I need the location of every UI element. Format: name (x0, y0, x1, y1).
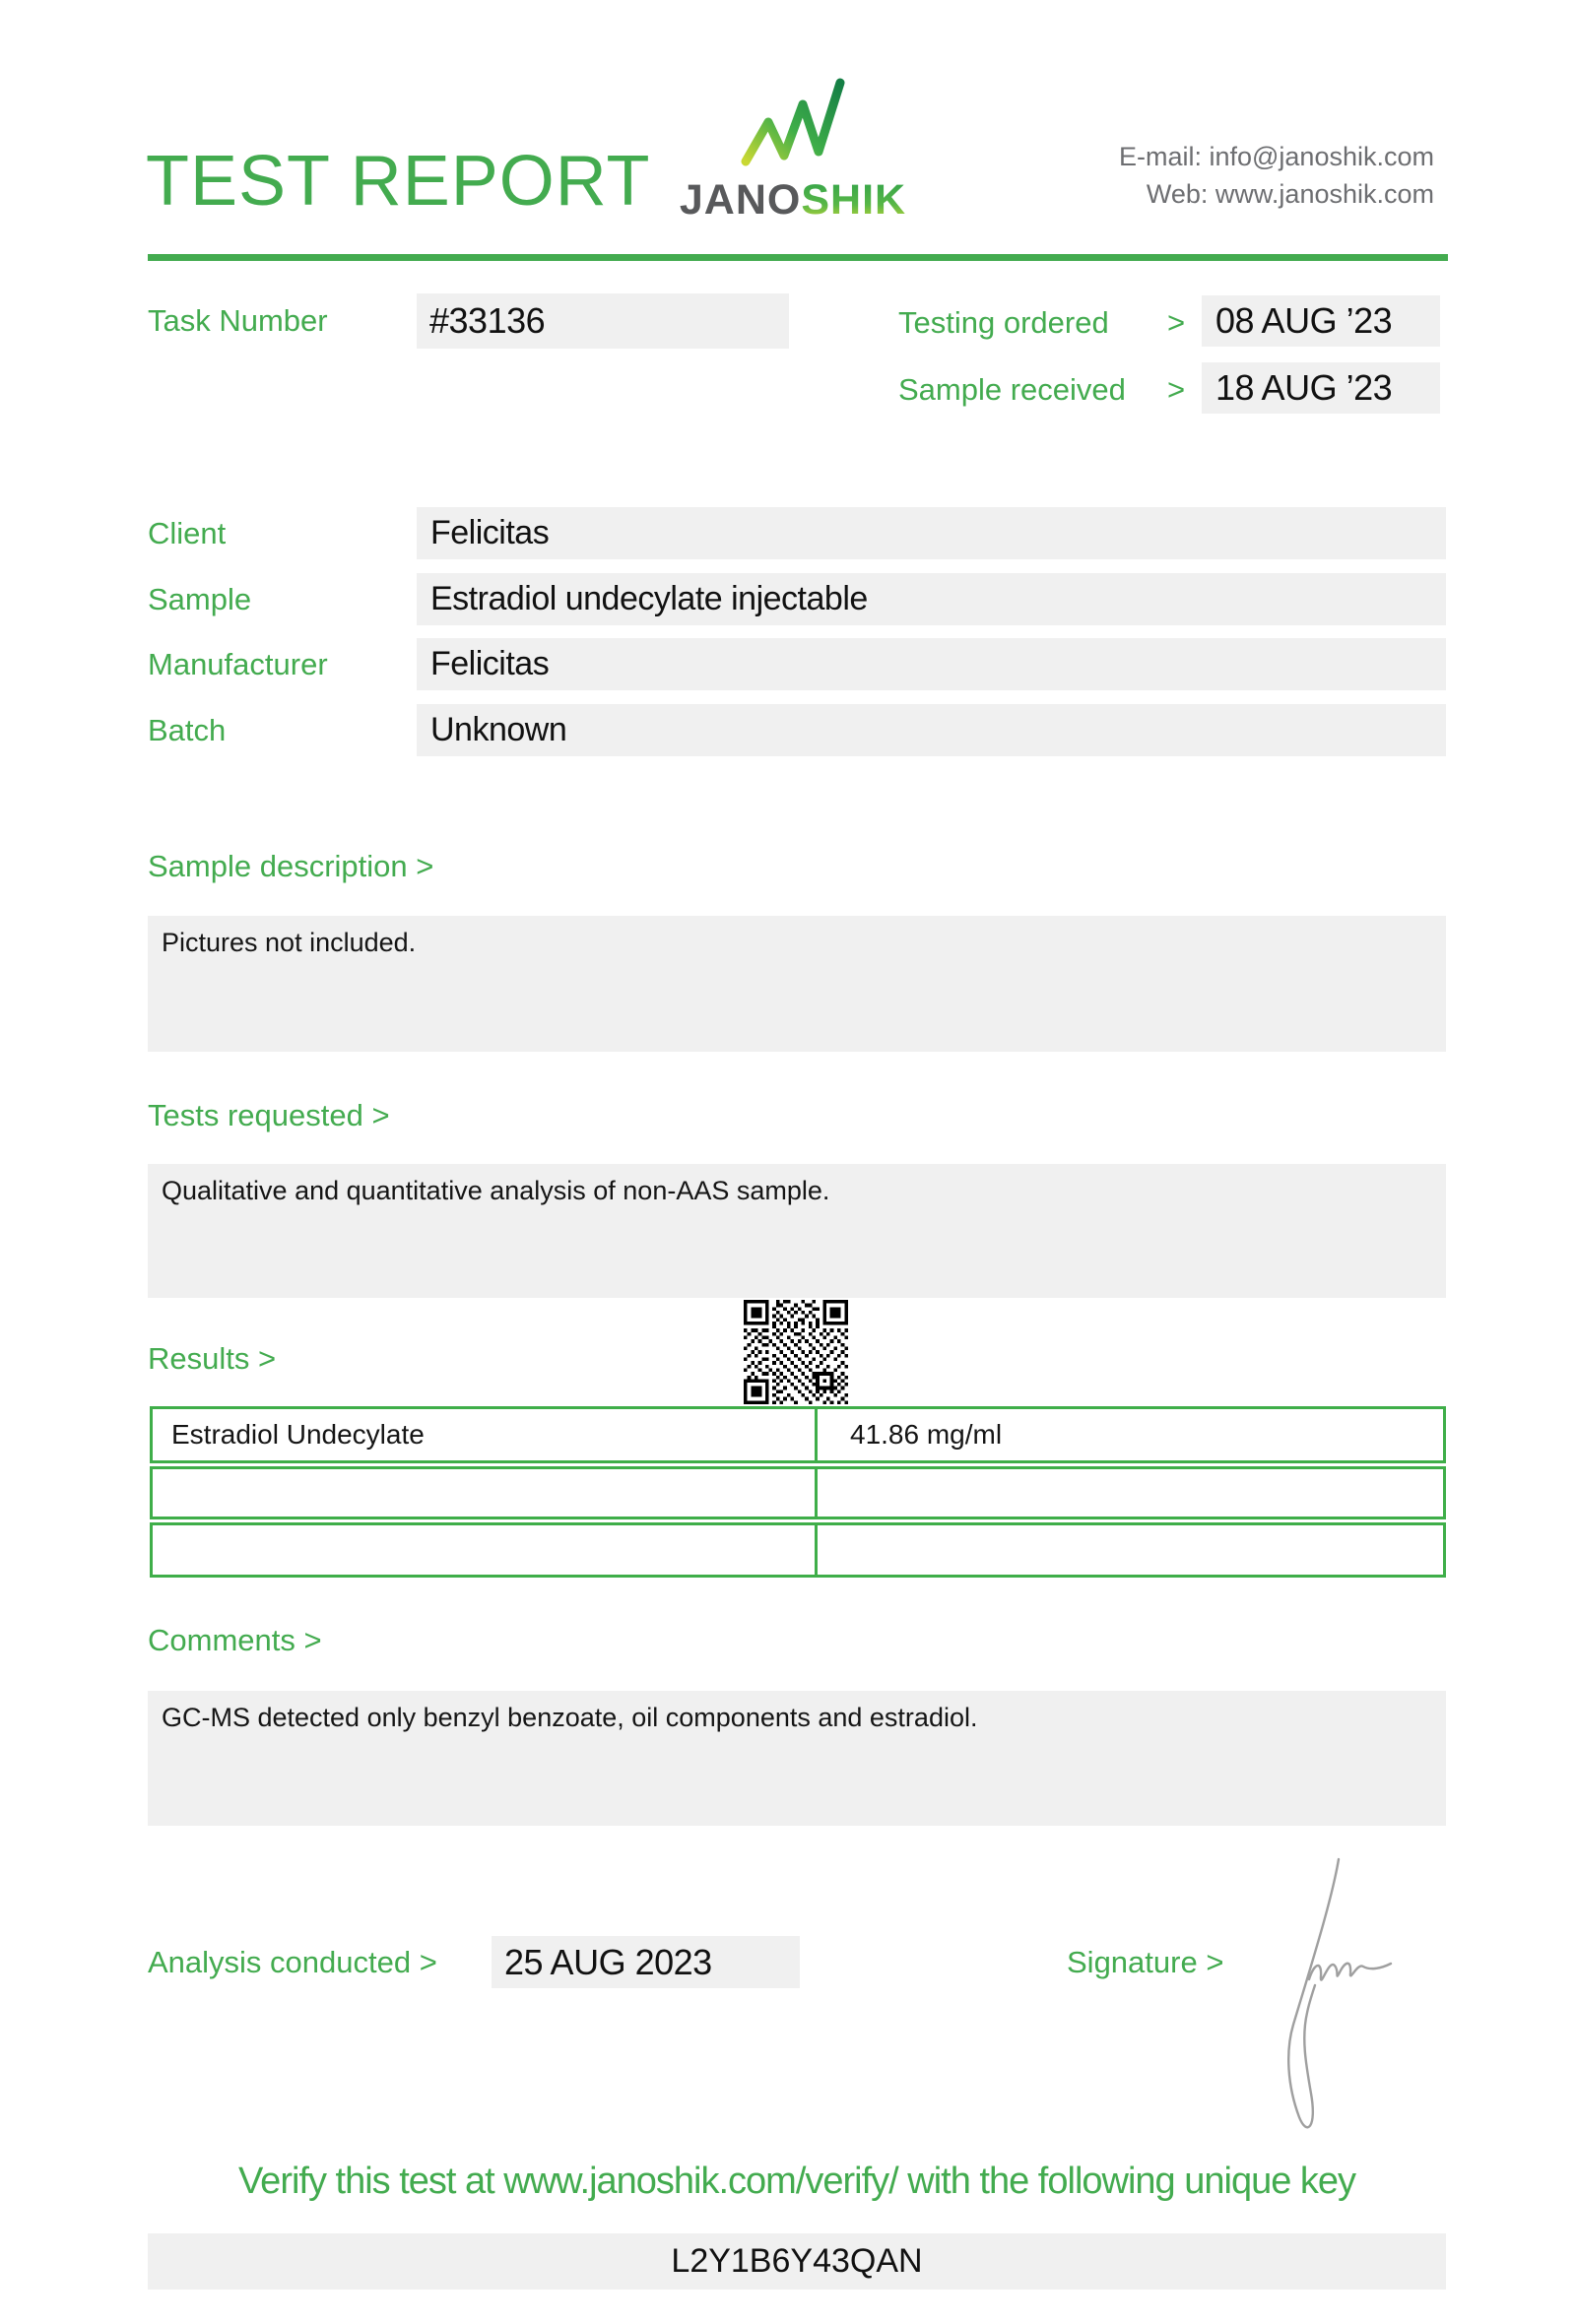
results-title: Results > (148, 1341, 277, 1376)
comments-box (148, 1691, 1446, 1826)
analysis-date: 25 AUG 2023 (504, 1941, 712, 1982)
janoshik-wordmark (678, 172, 908, 226)
testing-ordered-label: Testing ordered (898, 305, 1109, 340)
testing-ordered-value: 08 AUG ’23 (1215, 300, 1393, 341)
sample-value-box (417, 573, 1446, 625)
sample-description-title: Sample description > (148, 849, 434, 883)
verify-key-bar (148, 2233, 1446, 2290)
logo-text-jano: JANO (679, 176, 802, 224)
signature-label: Signature > (1067, 1945, 1224, 1979)
contact-web: Web: www.janoshik.com (1146, 179, 1434, 209)
result-analyte-cell (153, 1525, 818, 1575)
client-value: Felicitas (430, 514, 550, 551)
handwritten-signature (1276, 1849, 1399, 2145)
testing-ordered-value-box (1202, 295, 1440, 347)
client-label: Client (148, 516, 227, 550)
task-number-value-box (417, 293, 789, 349)
batch-value-box (417, 704, 1446, 756)
batch-value: Unknown (430, 711, 567, 748)
svg-text:JANOSHIK (680, 176, 906, 224)
result-value-cell (818, 1409, 1443, 1460)
manufacturer-label: Manufacturer (148, 647, 328, 681)
header-divider (148, 254, 1448, 261)
tests-requested-text: Qualitative and quantitative analysis of non-AAS sample. (162, 1176, 830, 1205)
results-table-row-3 (150, 1522, 1446, 1578)
sample-received-value: 18 AUG ’23 (1215, 367, 1393, 408)
result-analyte: Estradiol Undecylate (171, 1419, 425, 1450)
testing-ordered-arrow: > (1167, 305, 1186, 340)
sample-description-text: Pictures not included. (162, 928, 417, 957)
qr-code (744, 1300, 848, 1404)
verify-key: L2Y1B6Y43QAN (671, 2242, 923, 2280)
sample-value: Estradiol undecylate injectable (430, 580, 868, 617)
result-analyte-cell (153, 1409, 818, 1460)
comments-text: GC-MS detected only benzyl benzoate, oil components and estradiol. (162, 1703, 978, 1732)
batch-label: Batch (148, 713, 227, 747)
results-table-row-2 (150, 1466, 1446, 1519)
task-number-value: #33136 (429, 300, 546, 341)
client-value-box (417, 507, 1446, 559)
manufacturer-value-box (417, 638, 1446, 690)
manufacturer-value: Felicitas (430, 645, 550, 682)
contact-block (1119, 138, 1434, 213)
result-value: 41.86 mg/ml (850, 1419, 1003, 1450)
analysis-date-box (492, 1936, 800, 1988)
result-analyte-cell (153, 1469, 818, 1517)
analysis-conducted-label: Analysis conducted > (148, 1945, 437, 1979)
janoshik-logo (678, 77, 908, 230)
tests-requested-title: Tests requested > (148, 1098, 390, 1132)
sample-label: Sample (148, 582, 252, 616)
task-number-label: Task Number (148, 303, 328, 338)
page-title: TEST REPORT (146, 142, 651, 221)
comments-title: Comments > (148, 1623, 322, 1657)
results-table-row-1 (150, 1406, 1446, 1463)
sample-received-arrow: > (1167, 372, 1186, 407)
sample-received-label: Sample received (898, 372, 1126, 407)
sample-received-value-box (1202, 362, 1440, 414)
verify-instruction: Verify this test at www.janoshik.com/verify/ with the following unique key (237, 2161, 1356, 2202)
result-value-cell (818, 1469, 1443, 1517)
tests-requested-box (148, 1164, 1446, 1298)
logo-text-shik: SHIK (801, 176, 907, 224)
sample-description-box (148, 916, 1446, 1052)
contact-email: E-mail: info@janoshik.com (1118, 142, 1434, 171)
rising-bars-arrow-icon (738, 77, 848, 167)
result-value-cell (818, 1525, 1443, 1575)
